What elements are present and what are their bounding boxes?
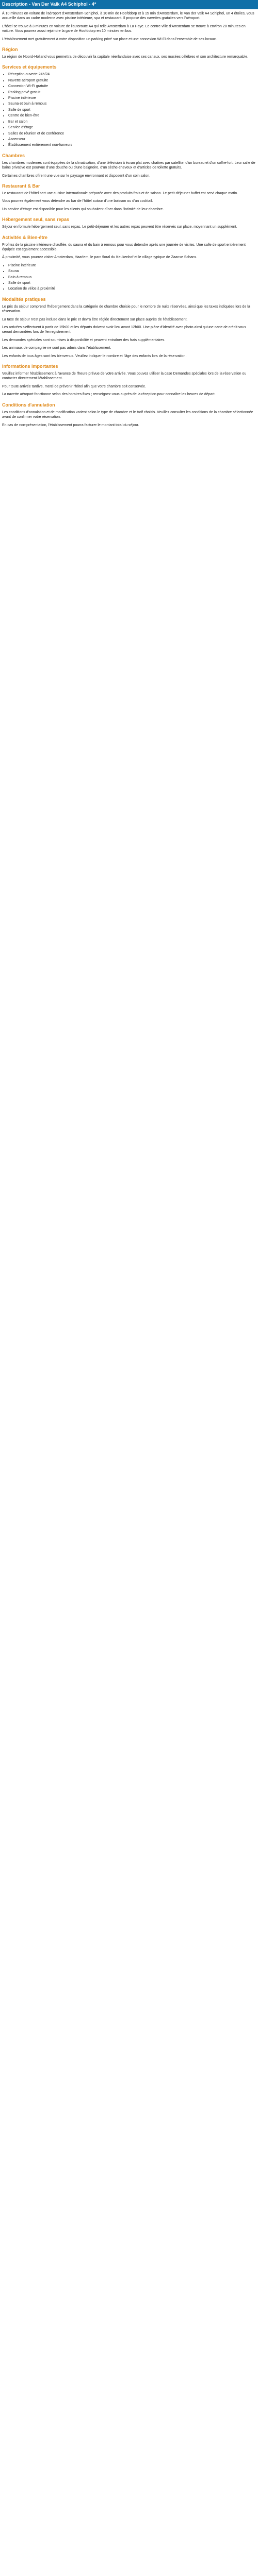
important-paragraph: Pour toute arrivée tardive, merci de prévenir l'hôtel afin que votre chambre soit conservée. bbox=[2, 384, 147, 388]
intro-paragraph: L'hôtel se trouve à 3 minutes en voiture de l'autoroute A4 qui relie Amsterdam à La Haye. Le centre-ville d'Amsterdam se trouve à environ 20 minutes en voiture. Vous pourrez aussi rejoindre la gare de Hoofddorp en 10 minutes en bus. bbox=[2, 24, 246, 33]
modalities-paragraph: Les arrivées s'effectuent à partir de 15h00 et les départs doivent avoir lieu avant 12h00. Une pièce d'identité avec photo ainsi qu'une carte de crédit vous seront demandées lors de l'enregistrement. bbox=[2, 326, 246, 334]
rooms-paragraph: Certaines chambres offrent une vue sur le paysage environnant et disposent d'un coin salon. bbox=[2, 174, 151, 178]
section-heading-restaurant: Restaurant & Bar bbox=[2, 183, 40, 189]
section-heading-board: Hébergement seul, sans repas bbox=[2, 217, 70, 223]
rooms-paragraph: Les chambres modernes sont équipées de la climatisation, d'une télévision à écran plat avec chaînes par satellite, d'un bureau et d'un coffre-fort. Leur salle de bains privative est pourvue d'une douche ou d'une baignoire, d'un sèche-cheveux et d'articles de toilette gratuits. bbox=[2, 161, 255, 170]
restaurant-paragraph: Vous pourrez également vous détendre au bar de l'hôtel autour d'une boisson ou d'un cocktail. bbox=[2, 199, 153, 204]
list-item: • Ascenseur bbox=[8, 137, 256, 142]
title-banner bbox=[0, 0, 258, 9]
list-item: • Salle de sport bbox=[8, 281, 256, 285]
list-item: • Piscine intérieure bbox=[8, 96, 256, 100]
intro-paragraph: L'établissement met gratuitement à votre disposition un parking privé sur place et une connexion Wi-Fi dans l'ensemble de ses locaux. bbox=[2, 37, 217, 41]
modalities-paragraph: Les animaux de compagnie ne sont pas admis dans l'établissement. bbox=[2, 346, 111, 350]
section-heading-modalities: Modalités pratiques bbox=[2, 296, 46, 302]
list-item: • Établissement entièrement non-fumeurs bbox=[8, 143, 256, 147]
list-item: • Connexion Wi-Fi gratuite bbox=[8, 84, 256, 89]
list-item: • Navette aéroport gratuite bbox=[8, 78, 256, 83]
section-heading-activities: Activités & Bien-être bbox=[2, 234, 48, 240]
cancellation-paragraph: Les conditions d'annulation et de modification varient selon le type de chambre et le tarif choisis. Veuillez consulter les conditions de la chambre sélectionnée avant de confirmer votre réservation. bbox=[2, 410, 253, 419]
list-item: • Location de vélos à proximité bbox=[8, 286, 256, 291]
section-heading-rooms: Chambres bbox=[2, 152, 25, 158]
intro-paragraph: À 10 minutes en voiture de l'aéroport d'Amsterdam-Schiphol, à 10 min de Hoofddorp et à 15 min d'Amsterdam, le Van der Valk A4 Schiphol, un 4 étoiles, vous accueille dans un cadre moderne avec piscine intérieure, spa et restaurant. Il propose des navettes gratuites vers l'aéroport. bbox=[2, 12, 254, 21]
list-item: • Piscine intérieure bbox=[8, 263, 256, 268]
section-heading-cancellation: Conditions d'annulation bbox=[2, 402, 55, 408]
activities-paragraph: Profitez de la piscine intérieure chauffée, du sauna et du bain à remous pour vous détendre après une journée de visites. Une salle de sport entièrement équipée est également accessible. bbox=[2, 243, 246, 251]
modalities-paragraph: Le prix du séjour comprend l'hébergement dans la catégorie de chambre choisie pour le nombre de nuits réservées, ainsi que les taxes indiquées lors de la réservation. bbox=[2, 304, 250, 314]
modalities-paragraph: Les demandes spéciales sont soumises à disponibilité et peuvent entraîner des frais supplémentaires. bbox=[2, 338, 166, 342]
modalities-paragraph: La taxe de séjour n'est pas incluse dans le prix et devra être réglée directement sur place auprès de l'établissement. bbox=[2, 317, 188, 321]
activities-paragraph: À proximité, vous pourrez visiter Amsterdam, Haarlem, le parc floral du Keukenhof et le village typique de Zaanse Schans. bbox=[2, 256, 198, 260]
list-item: • Réception ouverte 24h/24 bbox=[8, 72, 256, 77]
region-text: La région de Noord-Holland vous permettra de découvrir la capitale néerlandaise avec ses canaux, ses musées célèbres et son architecture remarquable. bbox=[2, 55, 249, 59]
board-text: Séjour en formule hébergement seul, sans repas. Le petit-déjeuner et les autres repas peuvent être réservés sur place, moyennant un supplément. bbox=[2, 225, 237, 229]
list-item: • Service d'étage bbox=[8, 125, 256, 130]
section-heading-region: Région bbox=[2, 47, 18, 53]
list-item: • Sauna bbox=[8, 269, 256, 274]
section-heading-important: Informations importantes bbox=[2, 364, 58, 369]
important-paragraph: Veuillez informer l'établissement à l'avance de l'heure prévue de votre arrivée. Vous pouvez utiliser la case Demandes spéciales lors de la réservation ou contacter directement l'établissement. bbox=[2, 372, 247, 381]
description-content bbox=[0, 9, 258, 451]
important-paragraph: La navette aéroport fonctionne selon des horaires fixes ; renseignez-vous auprès de la réception pour connaître les heures de départ. bbox=[2, 393, 216, 397]
list-item: • Parking privé gratuit bbox=[8, 90, 256, 95]
activities-list bbox=[2, 263, 256, 292]
services-list bbox=[2, 72, 256, 147]
list-item: • Bar et salon bbox=[8, 120, 256, 124]
modalities-paragraph: Les enfants de tous âges sont les bienvenus. Veuillez indiquer le nombre et l'âge des enfants lors de la réservation. bbox=[2, 354, 187, 358]
restaurant-paragraph: Un service d'étage est disponible pour les clients qui souhaitent dîner dans l'intimité de leur chambre. bbox=[2, 207, 164, 211]
list-item: • Bain à remous bbox=[8, 275, 256, 280]
list-item: • Centre de bien-être bbox=[8, 113, 256, 118]
section-heading-services: Services et équipements bbox=[2, 64, 57, 70]
page bbox=[0, 0, 258, 451]
list-item: • Salles de réunion et de conférence bbox=[8, 131, 256, 136]
page-title: Description - Van Der Valk A4 Schiphol - 4* bbox=[2, 2, 96, 7]
list-item: • Salle de sport bbox=[8, 108, 256, 112]
list-item: • Sauna et bain à remous bbox=[8, 101, 256, 106]
cancellation-paragraph: En cas de non-présentation, l'établissement pourra facturer le montant total du séjour. bbox=[2, 423, 139, 427]
restaurant-paragraph: Le restaurant de l'hôtel sert une cuisine internationale préparée avec des produits frais et de saison. Le petit-déjeuner buffet est servi chaque matin. bbox=[2, 191, 238, 195]
